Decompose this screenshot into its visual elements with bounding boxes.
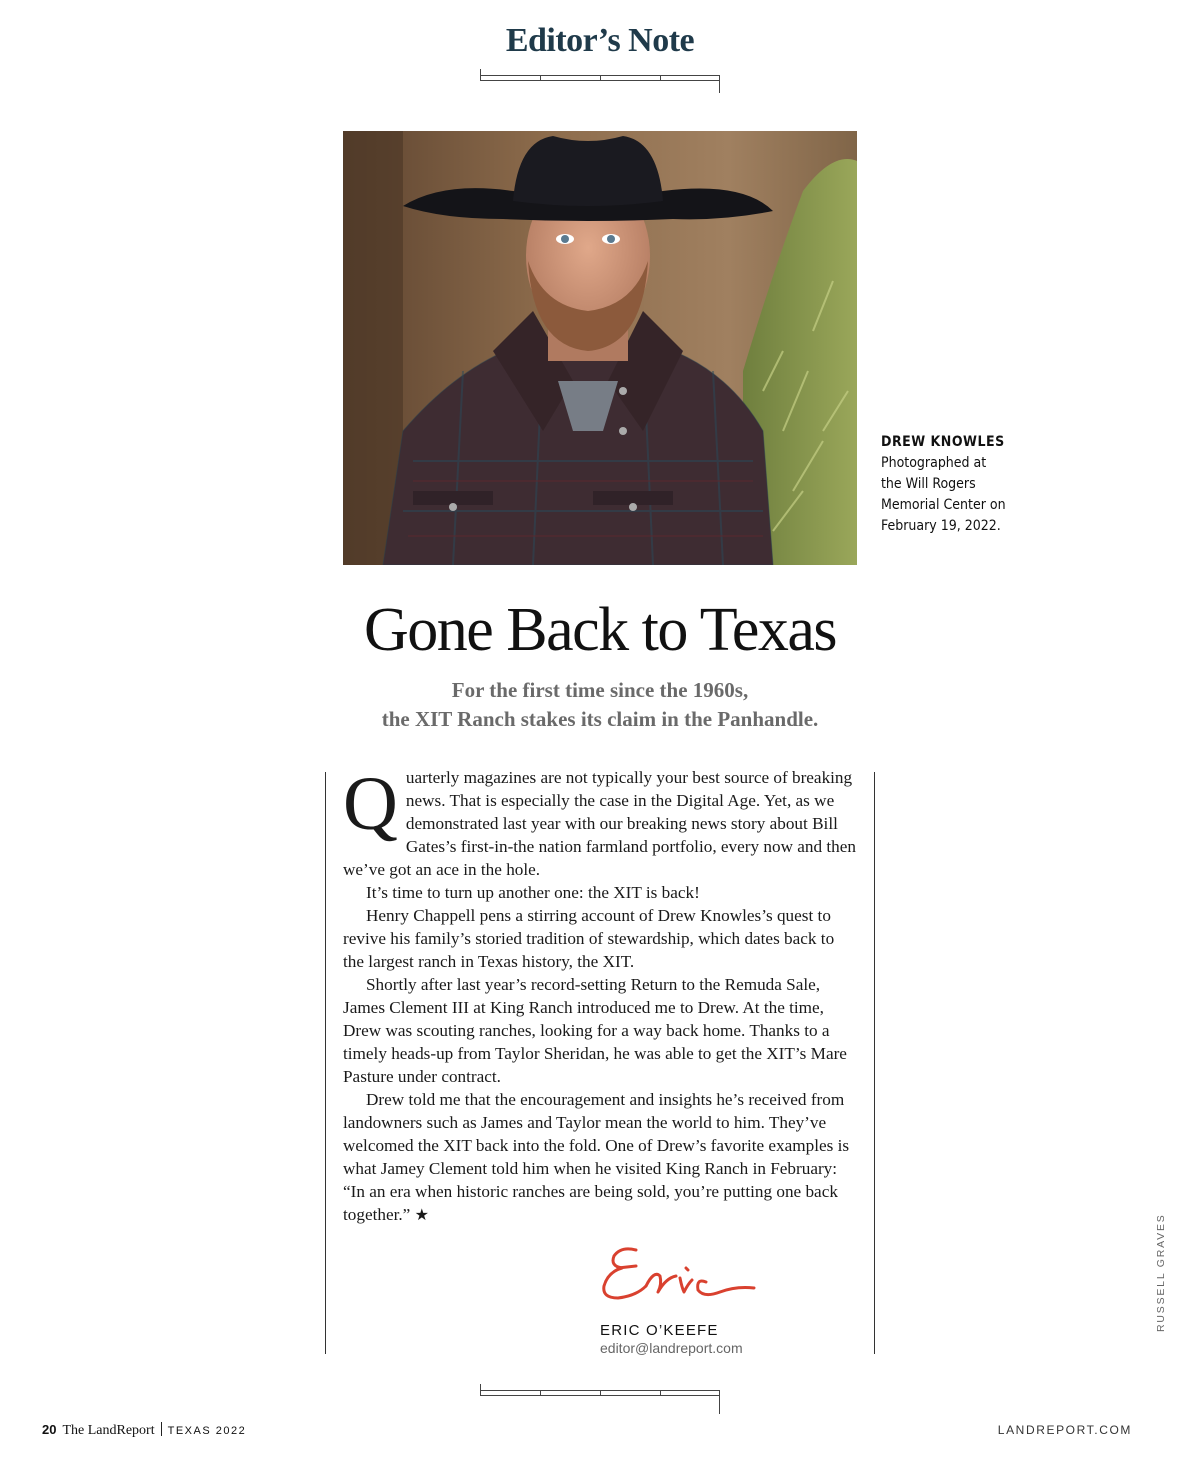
caption-line: Photographed at <box>881 455 987 471</box>
drop-cap: Q <box>343 762 398 846</box>
issue-label: TEXAS 2022 <box>167 1425 247 1437</box>
article-body <box>343 762 859 1227</box>
photo-credit: RUSSELL GRAVES <box>1155 1213 1167 1332</box>
website-link[interactable]: LANDREPORT.COM <box>997 1423 1132 1437</box>
section-title: Editor’s Note <box>505 22 695 59</box>
caption-name: DREW KNOWLES <box>881 434 1005 450</box>
column-rule-right <box>874 772 875 1354</box>
portrait-photo <box>343 131 857 565</box>
page-number: 20 <box>42 1422 57 1437</box>
footer-rule <box>480 1390 720 1402</box>
deck <box>0 676 1200 734</box>
paragraph: Henry Chappell pens a stirring account of Drew Knowles’s quest to revive his family’s storied tradition of stewardship, which dates back to the largest ranch in Texas history, the XIT. <box>343 906 835 971</box>
paragraph: It’s time to turn up another one: the XIT is back! <box>366 883 700 902</box>
caption-line: Memorial Center on <box>881 497 1006 513</box>
photo-caption <box>881 432 1031 537</box>
author-email-link[interactable]: editor@landreport.com <box>600 1340 743 1356</box>
magazine-name: The LandReport <box>62 1423 155 1438</box>
headline: Gone Back to Texas <box>364 596 836 664</box>
folio <box>42 1422 246 1439</box>
deck-line: the XIT Ranch stakes its claim in the Panhandle. <box>381 707 819 731</box>
paragraph <box>343 1088 859 1227</box>
paragraph-text: Drew told me that the encouragement and insights he’s received from landowners such as James and Taylor mean the world to him. They’ve welcomed the XIT back into the fold. One of Drew’s favorite examples is what Jamey Clement told him when he visited King Ranch in February: “In an era when historic ranches are being sold, you’re putting one back together.” <box>343 1090 850 1224</box>
header-rule <box>480 72 720 84</box>
column-rule-left <box>325 772 326 1354</box>
signature-image <box>596 1240 758 1310</box>
folio-divider <box>161 1422 162 1436</box>
paragraph-text: uarterly magazines are not typically your best source of breaking news. That is especially the case in the Digital Age. Yet, as we demonstrated last year with our breaking news story about Bill Gates’s first-in-the nation farmland portfolio, every now and then we’ve got an ace in the hole. <box>343 768 856 879</box>
caption-line: February 19, 2022. <box>881 518 1001 534</box>
paragraph: Shortly after last year’s record-setting Return to the Remuda Sale, James Clement III at King Ranch introduced me to Drew. At the time, Drew was scouting ranches, looking for a way back home. Thanks to a timely heads-up from Taylor Sheridan, he was able to get the XIT’s Mare Pasture under contract. <box>343 975 847 1086</box>
end-mark-icon: ★ <box>414 1207 429 1224</box>
caption-line: the Will Rogers <box>881 476 976 492</box>
paragraph <box>343 762 859 881</box>
author-name: ERIC O’KEEFE <box>600 1322 719 1339</box>
deck-line: For the first time since the 1960s, <box>451 678 749 702</box>
